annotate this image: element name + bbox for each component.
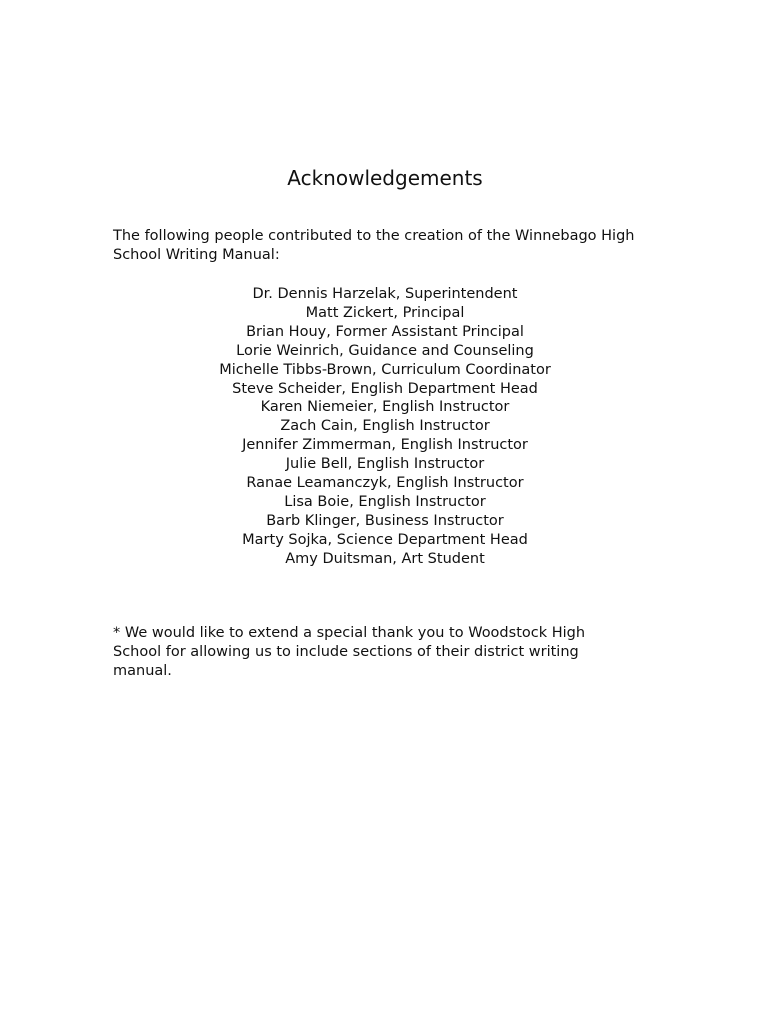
contributor-item: Matt Zickert, Principal <box>305 304 465 321</box>
contributor-item: Amy Duitsman, Art Student <box>285 550 485 567</box>
contributor-item: Steve Scheider, English Department Head <box>232 380 538 397</box>
page-title: Acknowledgements <box>287 166 483 190</box>
contributor-item: Michelle Tibbs-Brown, Curriculum Coordinator <box>219 361 551 378</box>
footnote-paragraph: * We would like to extend a special thank you to Woodstock High School for allowing us to include sections of their district writing manual. <box>113 625 586 679</box>
contributor-list <box>0 285 770 569</box>
contributor-item: Jennifer Zimmerman, English Instructor <box>242 437 528 454</box>
contributor-item: Zach Cain, English Instructor <box>280 418 490 435</box>
contributor-item: Ranae Leamanczyk, English Instructor <box>246 475 524 492</box>
contributor-item: Karen Niemeier, English Instructor <box>260 399 510 416</box>
contributor-item: Julie Bell, English Instructor <box>285 456 485 473</box>
contributor-item: Marty Sojka, Science Department Head <box>242 531 528 548</box>
intro-paragraph: The following people contributed to the creation of the Winnebago High School Writing Manual: <box>113 228 635 263</box>
contributor-item: Brian Houy, Former Assistant Principal <box>246 323 524 340</box>
contributor-item: Barb Klinger, Business Instructor <box>266 512 504 529</box>
contributor-item: Lorie Weinrich, Guidance and Counseling <box>236 342 534 359</box>
contributor-item: Dr. Dennis Harzelak, Superintendent <box>252 286 518 302</box>
contributor-item: Lisa Boie, English Instructor <box>284 493 486 510</box>
